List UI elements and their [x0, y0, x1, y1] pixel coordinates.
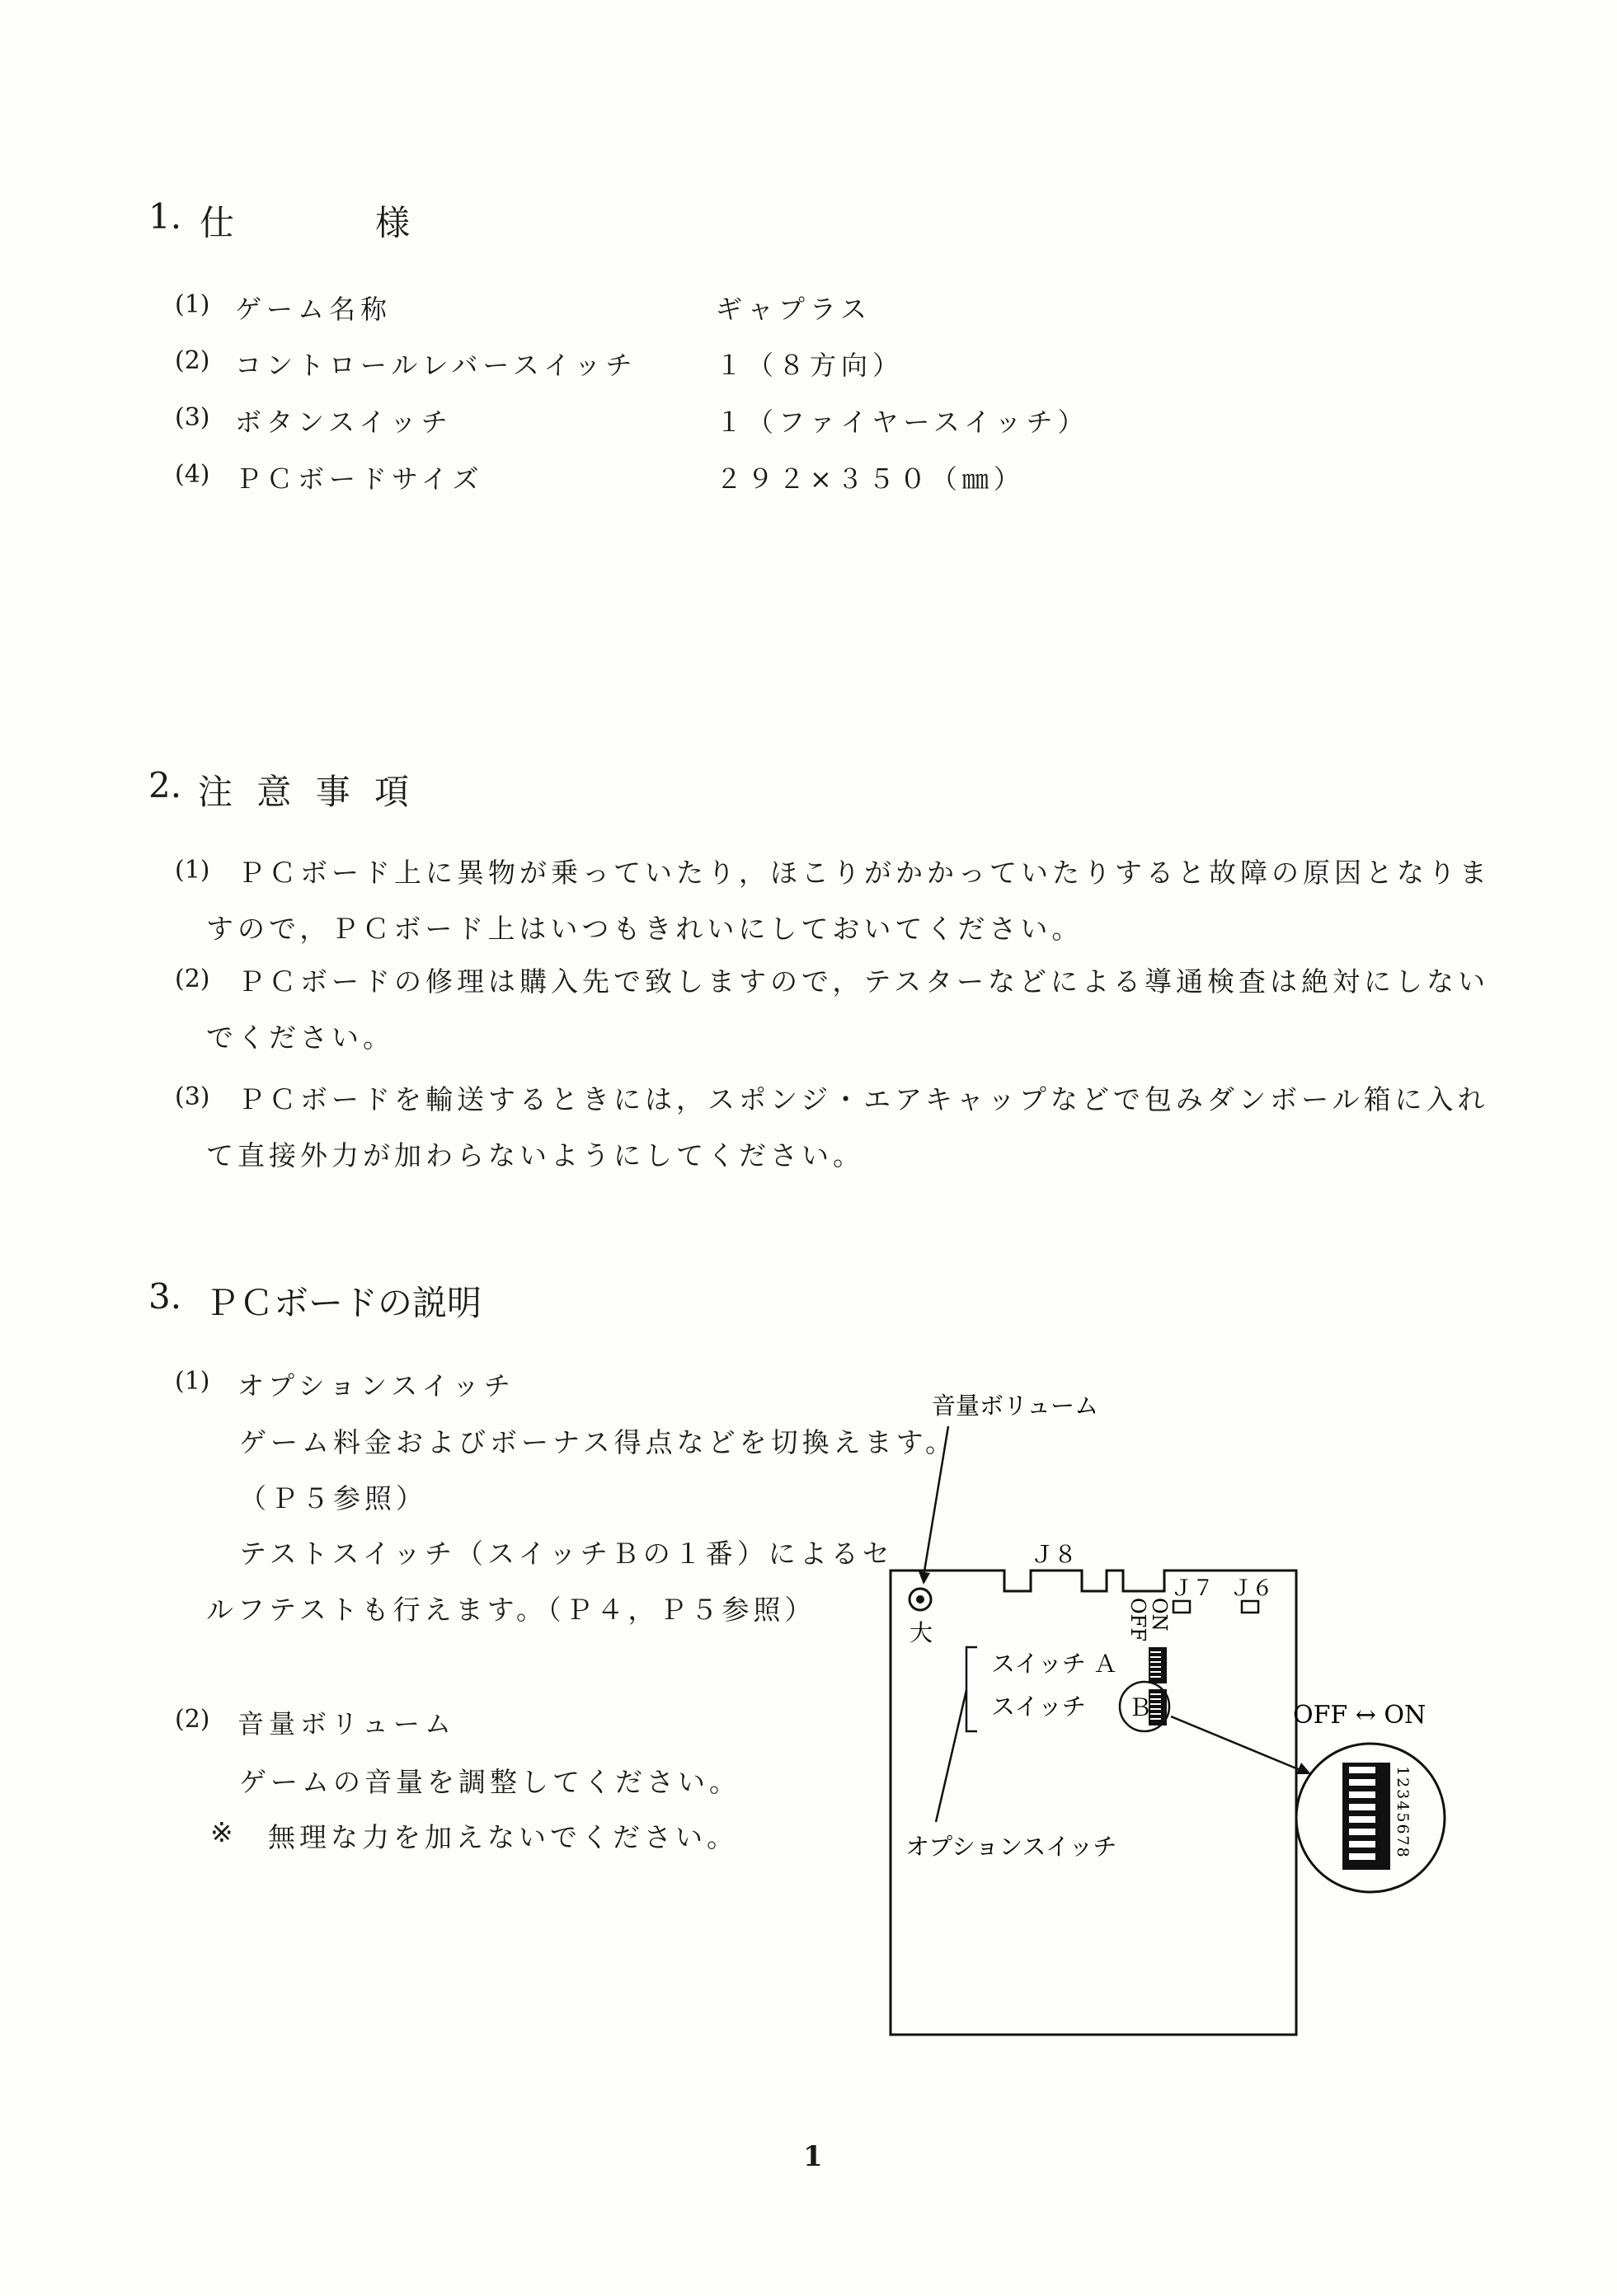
j6-connector [1242, 1601, 1258, 1613]
spec-value: １（８方向） [716, 350, 905, 381]
pc-board-diagram [866, 1385, 1468, 2045]
volume-label: 音量ボリューム [932, 1392, 1099, 1420]
note-text: 無理な力を加えないでください。 [268, 1821, 738, 1853]
spec-value: ギャプラス [716, 293, 872, 325]
caution-num: (1) [175, 856, 210, 885]
switch-a-label: スイッチ Ａ [991, 1650, 1118, 1678]
section1-title-a: 仕 [200, 203, 235, 243]
caution-line: すので，ＰＣボード上はいつもきれいにしておいてください。 [206, 913, 1083, 945]
item-num: (1) [175, 1367, 210, 1396]
j7-connector [1173, 1601, 1190, 1613]
item-line: （Ｐ５参照） [239, 1482, 427, 1514]
section2-number: 2. [148, 765, 182, 805]
caution-num: (3) [175, 1082, 210, 1111]
switch-bracket [966, 1647, 977, 1731]
spec-label: ゲーム名称 [235, 293, 392, 325]
note-mark: ※ [210, 1816, 237, 1848]
j8-label: Ｊ８ [1030, 1541, 1078, 1568]
spec-value: ２９２×３５０（㎜） [716, 463, 1025, 495]
spec-label: ＰＣボードサイズ [235, 463, 484, 495]
j7-label: Ｊ７ [1171, 1576, 1215, 1601]
section1-title-b: 様 [375, 203, 411, 243]
item-line: ルフテストも行えます。（Ｐ４，Ｐ５参照） [206, 1594, 816, 1626]
switch-b-label: スイッチ [991, 1693, 1086, 1721]
caution-line: ＰＣボード上に異物が乗っていたり，ほこりがかかっていたりすると故障の原因となりま [237, 857, 1491, 889]
page-number: 1 [803, 2140, 823, 2173]
section3-title: ＰＣボードの説明 [204, 1283, 482, 1323]
item-line: テストスイッチ（スイッチＢの１番）によるセ [239, 1538, 894, 1570]
section3-number: 3. [148, 1276, 182, 1317]
j6-label: Ｊ６ [1230, 1576, 1274, 1601]
caution-line: でください。 [206, 1021, 394, 1054]
off-label: OFF [1126, 1598, 1149, 1641]
volume-dai-label: 大 [910, 1619, 933, 1646]
spec-label: ボタンスイッチ [235, 406, 453, 438]
spec-num: (3) [175, 403, 210, 432]
spec-num: (1) [175, 290, 210, 319]
item-line: ゲーム料金およびボーナス得点などを切換えます。 [239, 1426, 957, 1458]
item-line: ゲームの音量を調整してください。 [239, 1766, 740, 1798]
volume-pointer [924, 1426, 948, 1576]
caution-line: て直接外力が加わらないようにしてください。 [206, 1139, 864, 1171]
option-switch-label: オプションスイッチ [905, 1833, 1117, 1861]
caution-num: (2) [175, 965, 210, 993]
on-label: ON [1148, 1598, 1171, 1632]
item-title: 音量ボリューム [237, 1708, 457, 1740]
section2-title: 注 意 事 項 [198, 772, 416, 812]
item-num: (2) [175, 1705, 210, 1734]
off-on-label: OFF ↔ ON [1293, 1701, 1427, 1730]
option-pointer [936, 1690, 966, 1822]
caution-line: ＰＣボードの修理は購入先で致しますので，テスターなどによる導通検査は絶対にしない [237, 965, 1490, 998]
section1-number: 1. [148, 196, 182, 237]
spec-num: (2) [175, 346, 210, 375]
switch-b-letter: Ｂ [1128, 1693, 1153, 1721]
item-title: オプションスイッチ [237, 1370, 515, 1402]
spec-value: １（ファイヤースイッチ） [716, 406, 1089, 438]
board-outline [891, 1571, 1296, 2035]
dip-numbers: 12345678 [1394, 1766, 1412, 1859]
spec-num: (4) [175, 460, 210, 489]
spec-label: コントロールレバースイッチ [235, 350, 637, 381]
caution-line: ＰＣボードを輸送するときには，スポンジ・エアキャップなどで包みダンボール箱に入れ [237, 1083, 1489, 1115]
zoom-arrow [1171, 1716, 1296, 1768]
